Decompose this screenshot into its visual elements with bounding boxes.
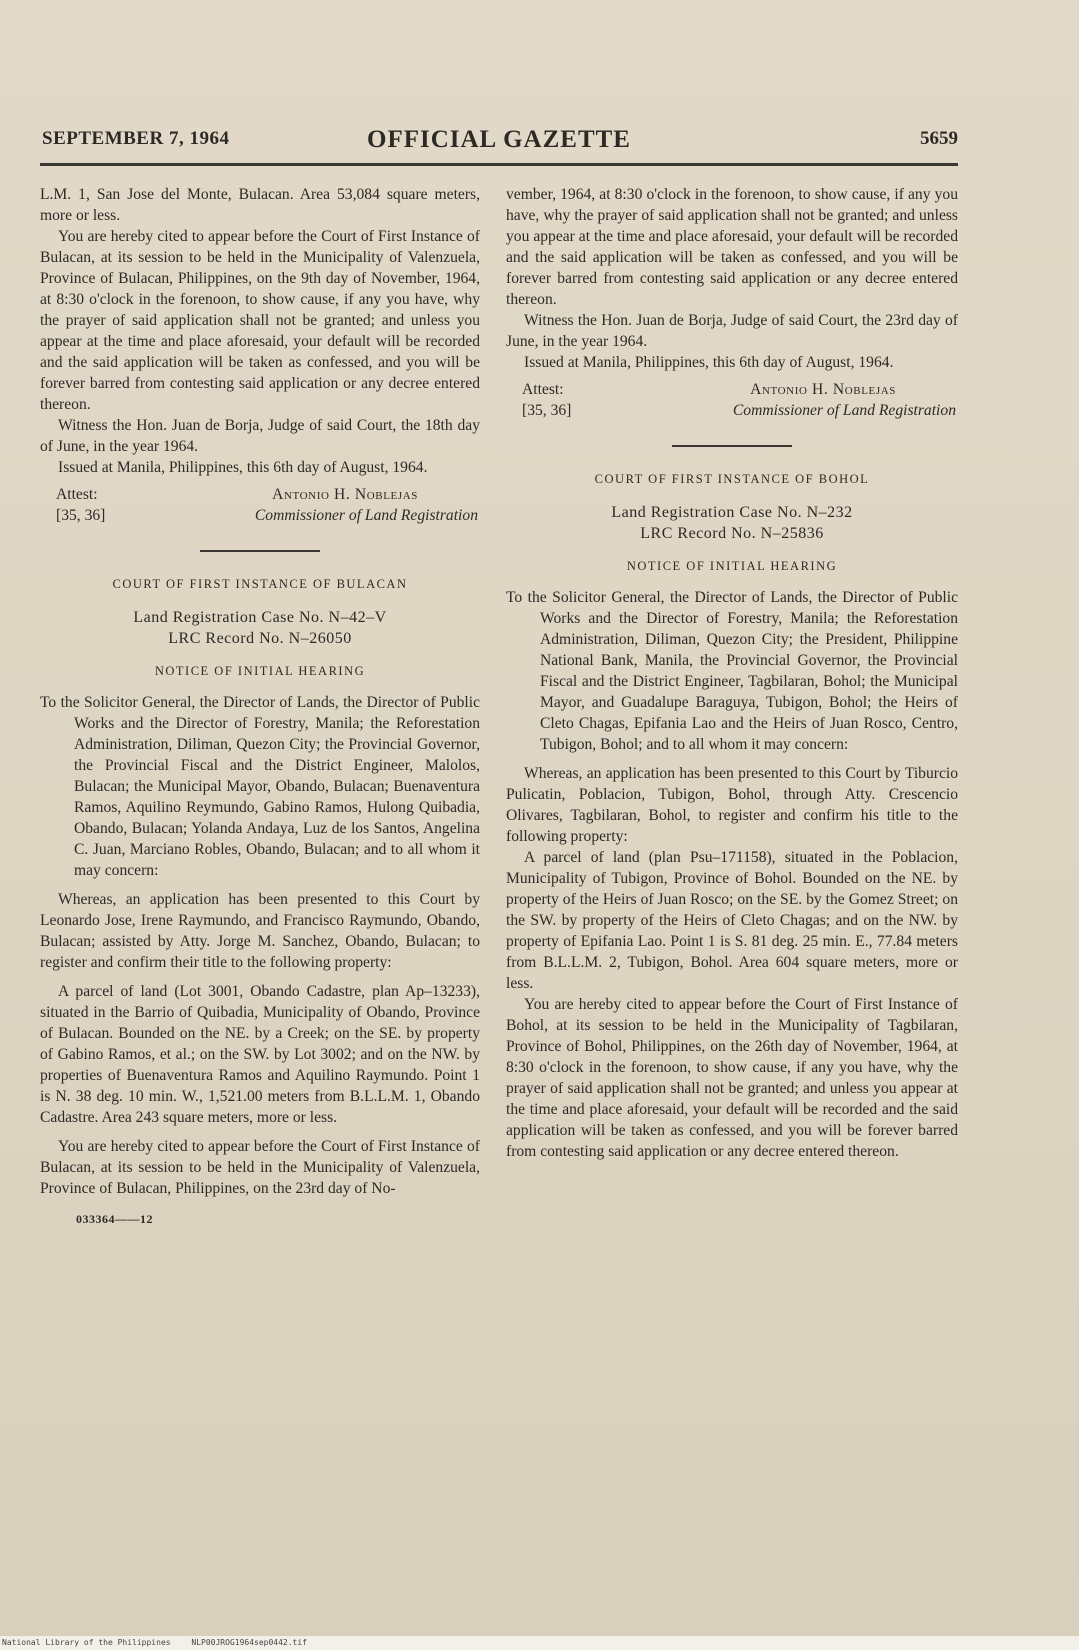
left-notice-heading: NOTICE OF INITIAL HEARING xyxy=(154,664,366,678)
header-rule xyxy=(40,163,958,166)
left-cont-para-2: You are hereby cited to appear before the Court of First Instance of Bulacan, at its session to be held in the Municipality of Valenzuela, Province of Bulacan, Philippines, on the 9th day of November, 1964, at 8:30 o'clock in the forenoon, to show cause, if any you have, why the prayer of said application shall not be granted; and unless you appear at the time and place aforesaid, your default will be recorded and the said application will be taken as confessed, and you will be forever barred from contesting said application or any decree entered thereon. xyxy=(40,228,480,413)
left-section-divider xyxy=(200,550,320,552)
right-citation: You are hereby cited to appear before the Court of First Instance of Bohol, at its session to be held in the Municipality of Tagbilaran, Province of Bohol, Philippines, on the 26th day of November, 1964, at 8:30 o'clock in the forenoon, to show cause, if any you have, why the prayer of said application shall not be granted; and unless you appear at the time and place aforesaid, your default will be recorded and the said application will be taken as confessed, and you will be forever barred from contesting said application or any decree entered thereon. xyxy=(506,996,958,1160)
page-header xyxy=(40,126,958,156)
left-citation: You are hereby cited to appear before the Court of First Instance of Bulacan, at its session to be held in the Municipality of Valenzuela, Province of Bulacan, Philippines, on the 23rd day of No- xyxy=(40,1138,480,1197)
left-attest-ref: [35, 36] xyxy=(56,507,106,524)
right-cont-para-2: Witness the Hon. Juan de Borja, Judge of said Court, the 23rd day of June, in the year 1964. xyxy=(506,312,958,350)
right-attest-row xyxy=(506,379,958,400)
right-parcel-description: A parcel of land (plan Psu–171158), situated in the Poblacion, Municipality of Tubigon, Province of Bohol. Bounded on the NE. by property of the Heirs of Juan Rosco; on the SE. by the Gomez Street; on the SW. by property of the Heirs of Cleto Chagas; and on the NW. by property of Epifania Lao. Point 1 is S. 81 deg. 25 min. E., 77.84 meters from B.L.L.M. 2, Tubigon, Bohol. Area 604 square meters, more or less. xyxy=(506,849,958,992)
left-lrc-record: LRC Record No. N–26050 xyxy=(168,630,352,647)
right-cont-para-1: vember, 1964, at 8:30 o'clock in the forenoon, to show cause, if any you have, why the prayer of said application shall not be granted; and unless you appear at the time and place aforesaid, your default will be recorded and the said application will be taken as confessed, and you will be forever barred from contesting said application or any decree entered thereon. xyxy=(506,186,958,308)
right-whereas: Whereas, an application has been presented to this Court by Tiburcio Pulicatin, Poblacion, Tubigon, Bohol, through Atty. Crescencio Olivares, Tagbilaran, Bohol, to register and confirm his title to the following property: xyxy=(506,765,958,845)
right-attest-label: Attest: xyxy=(522,381,564,398)
scan-footer-strip xyxy=(0,1636,1079,1650)
right-section-divider xyxy=(672,445,792,447)
left-attest-row-2 xyxy=(40,505,480,526)
right-attest-ref: [35, 36] xyxy=(522,402,572,419)
right-addressees: To the Solicitor General, the Director of Lands, the Director of Public Works and the Director of Forestry, Manila; the Reforestation Administration, Diliman, Quezon City; the President, Philippine National Bank, Manila, the Provincial Governor, the Provincial Fiscal and the District Engineer, Tagbilaran, Bohol; the Municipal Mayor, and Guadalupe Baraguya, Tubigon, Bohol; the Heirs of Cleto Chagas, Epifania Lao and the Heirs of Juan Rosco, Centro, Tubigon, Bohol; and to all whom it may concern: xyxy=(506,589,958,753)
left-addressees: To the Solicitor General, the Director of Lands, the Director of Public Works and the Director of Forestry, Manila; the Reforestation Administration, Diliman, Quezon City; the Provincial Governor, the Provincial Fiscal and the District Engineer, Malolos, Bulacan; the Municipal Mayor, Obando, Bulacan; Buenaventura Ramos, Aquilino Reymundo, Gabino Ramos, Hulong Quibadia, Obando, Bulacan; Yolanda Andaya, Luz de los Santos, Angelina C. Juan, Marciano Robles, Obando, Bulacan; and to all whom it may concern: xyxy=(40,694,480,879)
right-attest-title: Commissioner of Land Registration xyxy=(732,402,956,419)
header-title: OFFICIAL GAZETTE xyxy=(367,126,631,153)
left-parcel-description: A parcel of land (Lot 3001, Obando Cadastre, plan Ap–13233), situated in the Barrio of Quibadia, Municipality of Obando, Province of Bulacan. Bounded on the NE. by a Creek; on the SE. by property of Gabino Ramos, et al.; on the SW. by Lot 3002; and on the NW. by properties of Buenaventura Ramos and Aquilino Raymundo. Point 1 is N. 38 deg. 10 min. W., 1,521.00 meters from B.L.L.M. 1, Obando Cadastre. Area 243 square meters, more or less. xyxy=(40,983,480,1126)
left-footer-code: 033364——12 xyxy=(76,1212,153,1226)
right-court-heading: COURT OF FIRST INSTANCE OF BOHOL xyxy=(594,472,870,486)
header-date: SEPTEMBER 7, 1964 xyxy=(42,128,230,149)
scan-library-name: National Library of the Philippines xyxy=(2,1638,171,1647)
left-attest-row xyxy=(40,484,480,505)
right-attest-row-2 xyxy=(506,400,958,421)
scan-file-name: NLP00JROG1964sep0442.tif xyxy=(191,1638,307,1647)
left-court-heading: COURT OF FIRST INSTANCE OF BULACAN xyxy=(112,577,408,591)
left-cont-para-3: Witness the Hon. Juan de Borja, Judge of said Court, the 18th day of June, in the year 1964. xyxy=(40,417,480,455)
left-case-number: Land Registration Case No. N–42–V xyxy=(133,609,387,626)
right-column xyxy=(506,184,958,1162)
left-attest-title: Commissioner of Land Registration xyxy=(254,507,478,524)
left-column xyxy=(40,184,480,1230)
right-lrc-record: LRC Record No. N–25836 xyxy=(640,525,824,542)
right-case-number: Land Registration Case No. N–232 xyxy=(611,504,853,521)
left-cont-para-1: L.M. 1, San Jose del Monte, Bulacan. Area 53,084 square meters, more or less. xyxy=(40,186,480,224)
right-notice-heading: NOTICE OF INITIAL HEARING xyxy=(626,559,838,573)
header-page-number: 5659 xyxy=(920,128,958,149)
right-cont-para-3: Issued at Manila, Philippines, this 6th day of August, 1964. xyxy=(524,354,894,371)
right-attest-name: Antonio H. Noblejas xyxy=(750,381,896,398)
left-cont-para-4: Issued at Manila, Philippines, this 6th day of August, 1964. xyxy=(58,459,428,476)
left-attest-name: Antonio H. Noblejas xyxy=(272,486,418,503)
left-attest-label: Attest: xyxy=(56,486,98,503)
left-whereas: Whereas, an application has been presented to this Court by Leonardo Jose, Irene Raymundo, and Francisco Raymundo, Obando, Bulacan; assisted by Atty. Jorge M. Sanchez, Obando, Bulacan; to register and confirm their title to the following property: xyxy=(40,891,480,971)
